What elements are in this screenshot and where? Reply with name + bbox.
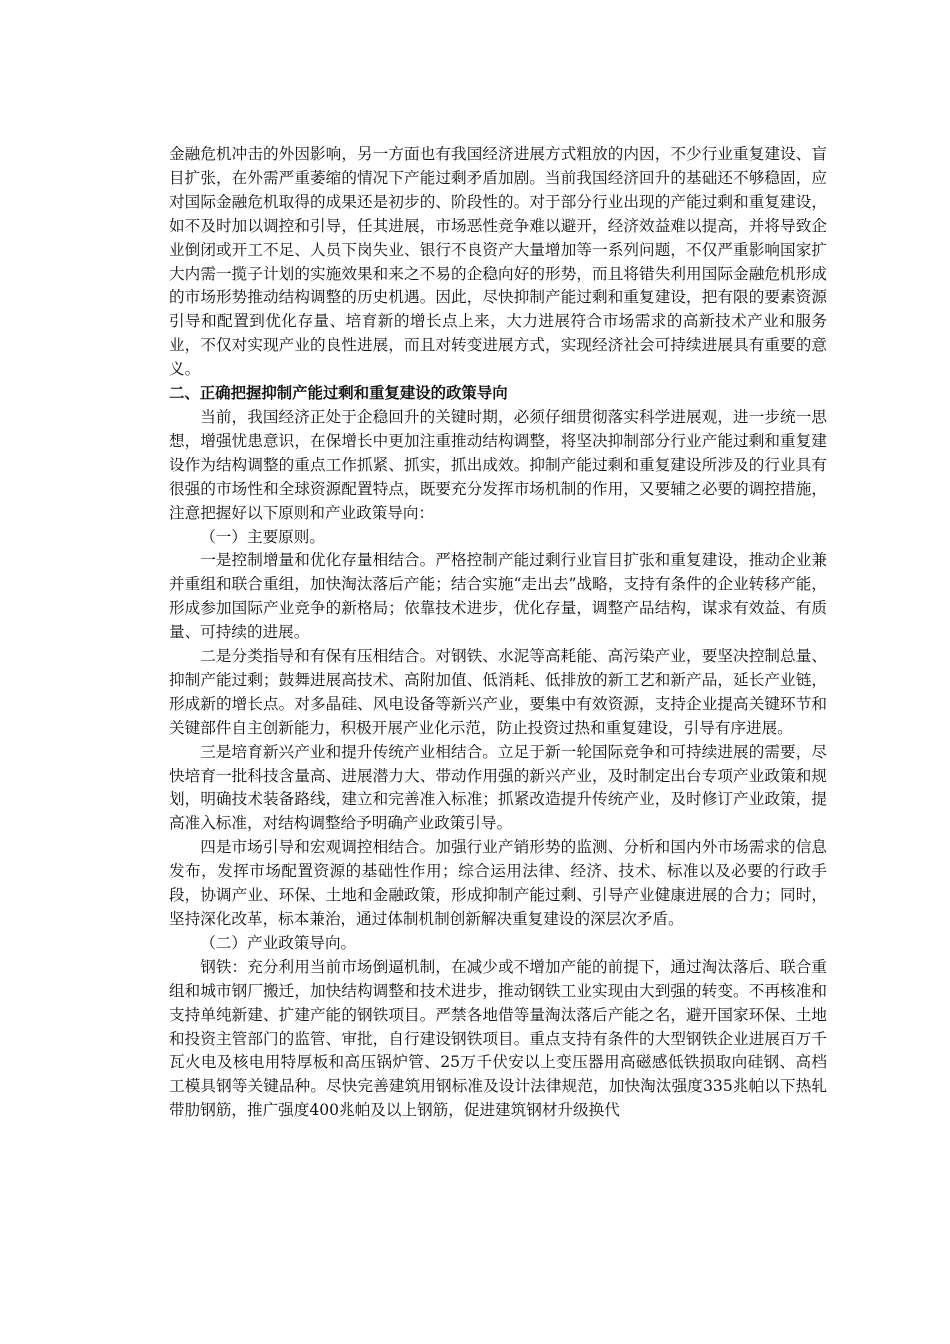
document-body	[169, 143, 827, 1123]
paragraph-principle-four: 四是市场引导和宏观调控相结合。加强行业产销形势的监测、分析和国内外市场需求的信息发布，发挥市场配置资源的基础性作用；综合运用法律、经济、技术、标准以及必要的行政手段，协调产业、环保、土地和金融政策，形成抑制产能过剩、引导产业健康进展的合力；同时，坚持深化改革，标本兼治，通过体制机制创新解决重复建设的深层次矛盾。	[169, 838, 827, 928]
paragraph-steel-policy: 钢铁：充分利用当前市场倒逼机制，在减少或不增加产能的前提下，通过淘汰落后、联合重组和城市钢厂搬迁，加快结构调整和技术进步，推动钢铁工业实现由大到强的转变。不再核准和支持单纯新建、扩建产能的钢铁项目。严禁各地借等量淘汰落后产能之名，避开国家环保、土地和投资主管部门的监管、审批，自行建设钢铁项目。重点支持有条件的大型钢铁企业进展百万千瓦火电及核电用特厚板和高压锅炉管、25万千伏安以上变压器用高磁感低铁损取向硅钢、高档工模具钢等关键品种。尽快完善建筑用钢标准及设计法律规范，加快淘汰强度335兆帕以下热轧带肋钢筋，推广强度400兆帕及以上钢筋，促进建筑钢材升级换代	[169, 957, 827, 1120]
paragraph-principle-two: 二是分类指导和有保有压相结合。对钢铁、水泥等高耗能、高污染产业，要坚决控制总量、抑制产能过剩；鼓舞进展高技术、高附加值、低消耗、低排放的新工艺和新产品，延长产业链，形成新的增长点。对多晶硅、风电设备等新兴产业，要集中有效资源，支持企业提高关键环节和关键部件自主创新能力，积极开展产业化示范，防止投资过热和重复建设，引导有序进展。	[169, 647, 827, 737]
subheading-main-principles: （一）主要原则。	[200, 527, 325, 546]
paragraph-principle-one: 一是控制增量和优化存量相结合。严格控制产能过剩行业盲目扩张和重复建设，推动企业兼并重组和联合重组，加快淘汰落后产能；结合实施“走出去”战略，支持有条件的企业转移产能，形成参加国际产业竞争的新格局；依靠技术进步，优化存量，调整产品结构，谋求有效益、有质量、可持续的进展。	[169, 551, 827, 642]
paragraph-principle-three: 三是培育新兴产业和提升传统产业相结合。立足于新一轮国际竞争和可持续进展的需要，尽快培育一批科技含量高、进展潜力大、带动作用强的新兴产业，及时制定出台专项产业政策和规划，明确技术装备路线，建立和完善准入标准；抓紧改造提升传统产业，及时修订产业政策，提高准入标准，对结构调整给予明确产业政策引导。	[169, 742, 827, 833]
subheading-industrial-policy: （二）产业政策导向。	[200, 933, 357, 952]
paragraph-crisis-context: 金融危机冲击的外因影响，另一方面也有我国经济进展方式粗放的内因，不少行业重复建设、盲目扩张，在外需严重萎缩的情况下产能过剩矛盾加剧。当前我国经济回升的基础还不够稳固，应对国际金融危机取得的成果还是初步的、阶段性的。对于部分行业出现的产能过剩和重复建设，如不及时加以调控和引导，任其进展，市场恶性竞争难以避开，经济效益难以提高，并将导致企业倒闭或开工不足、人员下岗失业、银行不良资产大量增加等一系列问题，不仅严重影响国家扩大内需一揽子计划的实施效果和来之不易的企稳向好的形势，而且将错失利用国际金融危机形成的市场形势推动结构调整的历史机遇。因此，尽快抑制产能过剩和重复建设，把有限的要素资源引导和配置到优化存量、培育新的增长点上来，大力进展符合市场需求的高新技术产业和服务业，不仅对实现产业的良性进展，而且对转变进展方式，实现经济社会可持续进展具有重要的意义。	[169, 145, 827, 379]
paragraph-current-period: 当前，我国经济正处于企稳回升的关键时期，必须仔细贯彻落实科学进展观，进一步统一思想，增强忧患意识，在保增长中更加注重推动结构调整，将坚决抑制部分行业产能过剩和重复建设作为结构调整的重点工作抓紧、抓实，抓出成效。抑制产能过剩和重复建设所涉及的行业具有很强的市场性和全球资源配置特点，既要充分发挥市场机制的作用，又要辅之必要的调控措施，注意把握好以下原则和产业政策导向：	[169, 407, 827, 522]
section-heading-policy-guidance: 二、正确把握抑制产能过剩和重复建设的政策导向	[169, 384, 508, 403]
